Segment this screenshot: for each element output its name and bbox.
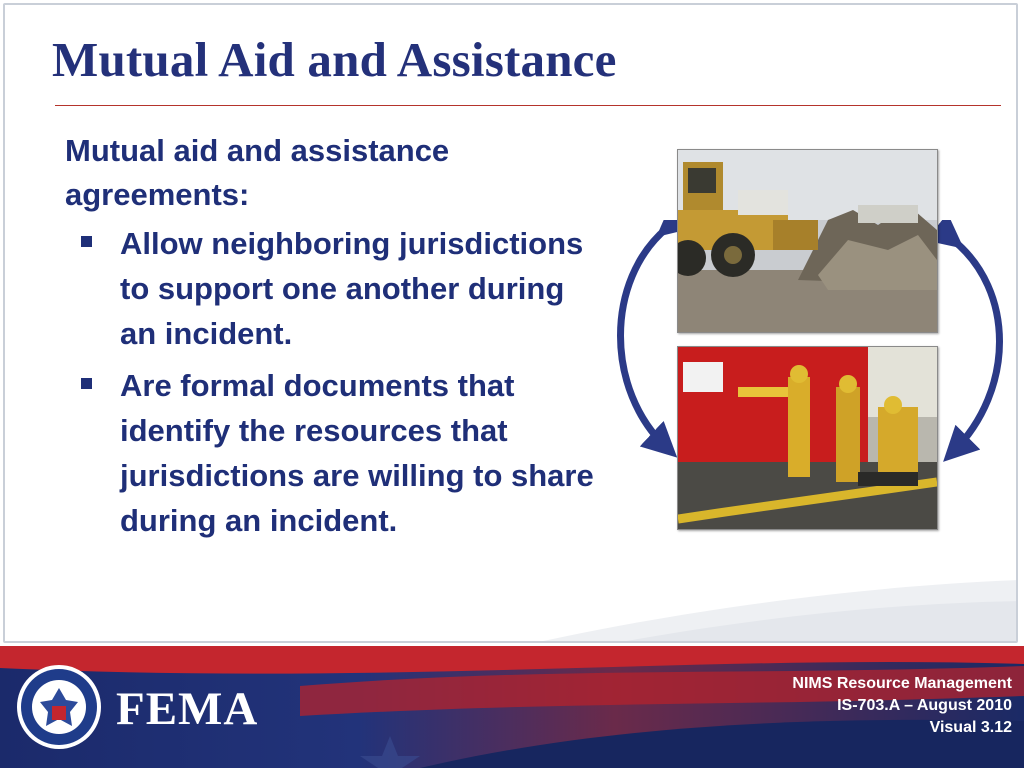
title-divider bbox=[55, 105, 1001, 106]
square-bullet-icon bbox=[81, 236, 92, 247]
course-date: IS-703.A – August 2010 bbox=[837, 697, 1012, 714]
square-bullet-icon bbox=[81, 378, 92, 389]
bullet-item bbox=[65, 221, 605, 356]
page-title: Mutual Aid and Assistance bbox=[52, 32, 617, 87]
bullet-text: Are formal documents that identify the resources that jurisdictions are willing to share during an incident. bbox=[120, 368, 594, 538]
slide bbox=[3, 3, 1018, 643]
footer-caption bbox=[792, 673, 1012, 739]
intro-text: Mutual aid and assistance agreements: bbox=[65, 133, 450, 212]
dhs-seal-icon bbox=[16, 664, 102, 750]
bullet-item bbox=[65, 363, 605, 543]
footer-banner bbox=[0, 646, 1024, 768]
fema-logo: FEMA bbox=[116, 683, 259, 735]
slide-body bbox=[65, 129, 605, 550]
bullet-list bbox=[65, 221, 605, 543]
firefighters-photo bbox=[677, 346, 938, 530]
bulldozer-photo bbox=[677, 149, 938, 333]
visual-number: Visual 3.12 bbox=[929, 719, 1012, 736]
course-name: NIMS Resource Management bbox=[792, 675, 1012, 692]
bullet-text: Allow neighboring jurisdictions to support one another during an incident. bbox=[120, 226, 584, 351]
